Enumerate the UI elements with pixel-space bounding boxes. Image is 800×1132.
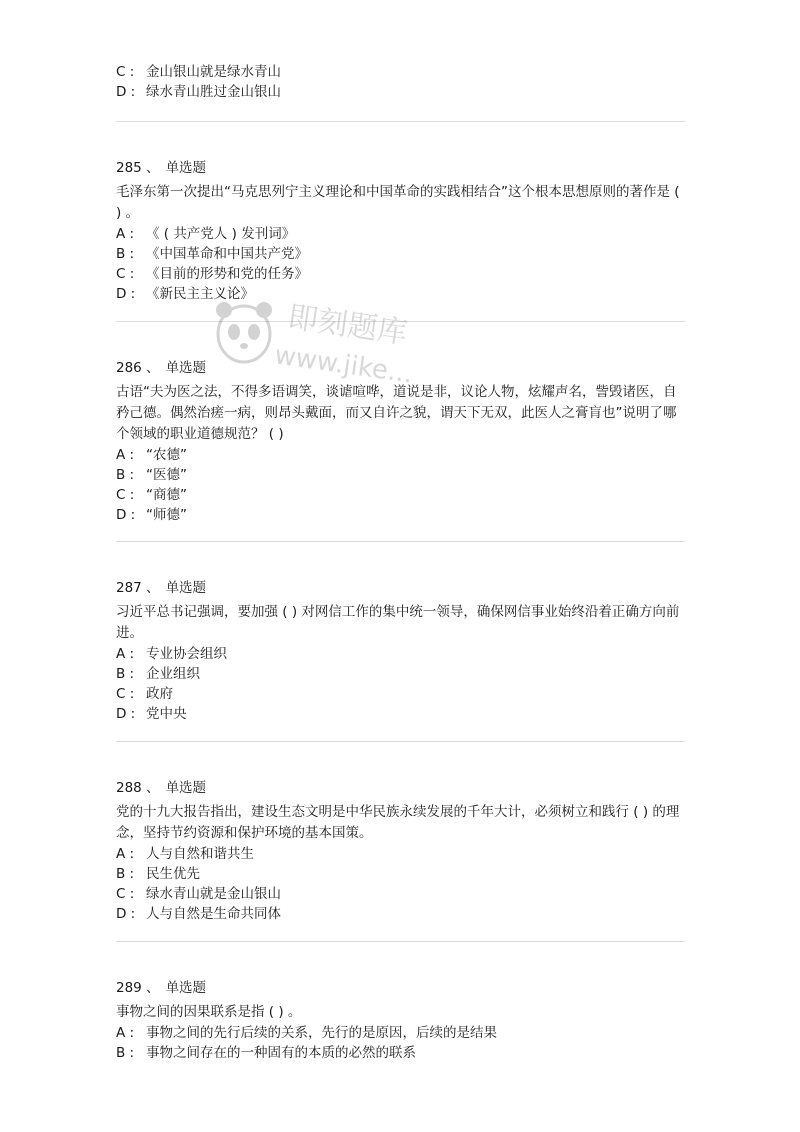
option-a[interactable]: A : 《 ( 共产党人 ) 发刊词》 <box>116 226 296 242</box>
option-a[interactable]: A : “农德” <box>116 447 187 463</box>
question-285 <box>116 158 688 304</box>
question-text: 习近平总书记强调，要加强 ( ) 对网信工作的集中统一领导，确保网信事业始终沿着正确方向前进。 <box>116 604 680 641</box>
question-text: 古语“夫为医之法，不得多语调笑，谈谑喧哗，道说是非，议论人物，炫耀声名，訾毁诸医，自矜己德。偶然治瘥一病，则昂头戴面，而又自许之貌，谓天下无双，此医人之膏肓也”说明了哪个领域的职业道德规范？ ( ) <box>116 384 677 442</box>
question-288 <box>116 778 688 924</box>
question-text: 党的十九大报告指出，建设生态文明是中华民族永续发展的千年大计，必须树立和践行 ( ) 的理念，坚持节约资源和保护环境的基本国策。 <box>116 804 680 841</box>
option-a[interactable]: A : 专业协会组织 <box>116 646 227 662</box>
divider <box>116 541 685 542</box>
question-header: 287 、 单选题 <box>116 580 207 596</box>
option-c[interactable]: C : 政府 <box>116 686 173 702</box>
question-287 <box>116 578 688 724</box>
watermark-brand: 即刻题库 <box>285 299 410 352</box>
divider <box>116 321 685 322</box>
question-286 <box>116 358 688 525</box>
option-b[interactable]: B : 《中国革命和中国共产党》 <box>116 246 308 262</box>
option-c: C : 金山银山就是绿水青山 <box>116 64 281 80</box>
option-c[interactable]: C : “商德” <box>116 487 187 503</box>
option-b[interactable]: B : 民生优先 <box>116 866 200 882</box>
divider <box>116 121 685 122</box>
option-d[interactable]: D : 党中央 <box>116 706 187 722</box>
divider <box>116 941 685 942</box>
question-header: 285 、 单选题 <box>116 160 207 176</box>
option-c[interactable]: C : 《目前的形势和党的任务》 <box>116 266 308 282</box>
question-text: 毛泽东第一次提出“马克思列宁主义理论和中国革命的实践相结合”这个根本思想原则的著作是 ( ) 。 <box>116 184 680 221</box>
watermark-url: www.jike... <box>272 340 415 390</box>
option-b[interactable]: B : 企业组织 <box>116 666 200 682</box>
option-d[interactable]: D : 人与自然是生命共同体 <box>116 906 281 922</box>
question-header: 289 、 单选题 <box>116 980 207 996</box>
option-b[interactable]: B : “医德” <box>116 467 187 483</box>
option-d: D : 绿水青山胜过金山银山 <box>116 84 281 100</box>
option-d[interactable]: D : “师德” <box>116 507 187 523</box>
option-a[interactable]: A : 人与自然和谐共生 <box>116 846 254 862</box>
question-header: 286 、 单选题 <box>116 360 207 376</box>
option-a[interactable]: A : 事物之间的先行后续的关系，先行的是原因，后续的是结果 <box>116 1025 497 1041</box>
option-b[interactable]: B : 事物之间存在的一种固有的本质的必然的联系 <box>116 1045 416 1061</box>
option-d[interactable]: D : 《新民主主义论》 <box>116 286 254 302</box>
option-c[interactable]: C : 绿水青山就是金山银山 <box>116 886 281 902</box>
question-header: 288 、 单选题 <box>116 780 207 796</box>
question-289 <box>116 978 688 1063</box>
panda-logo-icon <box>212 296 276 366</box>
previous-question-options <box>116 62 688 102</box>
divider <box>116 741 685 742</box>
question-text: 事物之间的因果联系是指 ( ) 。 <box>116 1004 302 1020</box>
